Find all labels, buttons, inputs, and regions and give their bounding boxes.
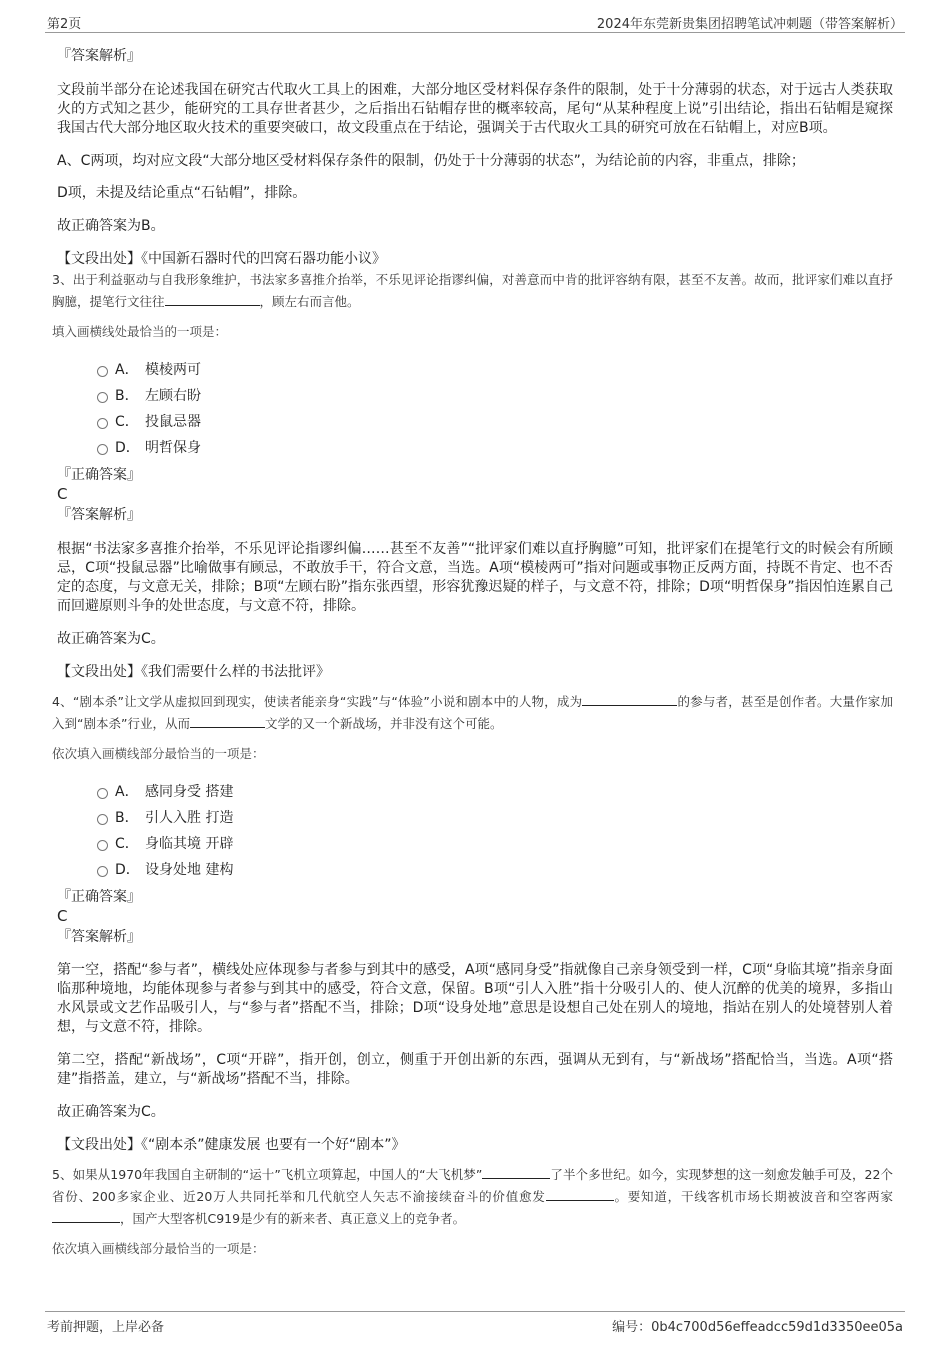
analysis-paragraph: 第一空，搭配“参与者”，横线处应体现参与者参与到其中的感受，A项“感同身受”指就像自己亲身领受到一样，C项“身临其境”指亲身面临那种境地，均能体现参与者参与到其中的感受，符合文意，保留。B项“引人入胜”指十分吸引人的、使人沉醉的优美的境界，多指山水风景或文艺作品吸引人，与“参与者”搭配不当，排除；D项“设身处地”意思是设想自己处在别人的境地，指站在别人的处境替别人着想，与文意不符，排除。	[57, 962, 893, 1035]
question-5-stem: 5、如果从1970年我国自主研制的“运十”飞机立项算起，中国人的“大飞机梦” 了半个多世纪。如今，实现梦想的这一刻愈发触手可及，22个省份、200多家企业、近20万人共同托举和几代航空人矢志不渝接续奋斗的价值愈发 。要知道，干线客机市场长期被波音和空客两家，国产大型客机C919是少有的新来者、真正意义上的竞争者。	[52, 1164, 893, 1230]
fill-blank	[165, 291, 260, 306]
correct-answer: C	[57, 907, 68, 925]
radio-button-icon[interactable]	[97, 418, 108, 429]
page-content	[52, 46, 893, 1258]
option-b[interactable]: B． 左顾右盼	[97, 383, 893, 409]
page-number: 第2页	[47, 17, 82, 32]
analysis-label: 『答案解析』	[57, 507, 141, 523]
fill-blank	[546, 1186, 614, 1201]
source-citation: 【文段出处】《中国新石器时代的凹窝石器功能小议》	[57, 251, 386, 267]
analysis-paragraph: 根据“书法家多喜推介抬举，不乐见评论指谬纠偏……甚至不友善”“批评家们难以直抒胸臆”可知，批评家们在提笔行文的时候会有所顾忌，C项“投鼠忌器”比喻做事有顾忌，不敢放手干，符合文意，当选。A项“模棱两可”指对问题或事物正反两方面，持既不肯定、也不否定的态度，与文意无关，排除；B项“左顾右盼”指东张西望，形容犹豫迟疑的样子，与文意不符，排除；D项“明哲保身”指因怕连累自己而回避原则斗争的处世态度，与文意不符，排除。	[57, 541, 893, 614]
source-citation: 【文段出处】《我们需要什么样的书法批评》	[57, 664, 330, 680]
page-footer	[45, 1311, 905, 1336]
analysis-label: 『答案解析』	[57, 48, 141, 64]
question-instruction: 依次填入画横线部分最恰当的一项是：	[52, 746, 265, 761]
conclusion: 故正确答案为C。	[57, 1104, 165, 1120]
options-list	[97, 357, 893, 461]
radio-button-icon[interactable]	[97, 840, 108, 851]
document-id: 编号：0b4c700d56effeadcc59d1d3350ee05a	[612, 1320, 903, 1335]
fill-blank	[190, 713, 265, 728]
source-citation: 【文段出处】《“剧本杀”健康发展 也要有一个好“剧本”》	[57, 1137, 406, 1153]
option-c[interactable]: C． 身临其境 开辟	[97, 831, 893, 857]
question-4-stem: 4、“剧本杀”让文学从虚拟回到现实，使读者能亲身“实践”与“体验”小说和剧本中的人物，成为 的参与者，甚至是创作者。大量作家加入到“剧本杀”行业，从而 文学的又一个新战场，并非没有这个可能。	[52, 691, 893, 735]
analysis-paragraph: 文段前半部分在论述我国在研究古代取火工具上的困难，大部分地区受材料保存条件的限制，处于十分薄弱的状态，对于远古人类获取火的方式知之甚少，能研究的工具存世者甚少，之后指出石钻帽存世的概率较高，尾句“从某种程度上说”引出结论，指出石钻帽是窥探我国古代大部分地区取火技术的重要突破口，故文段重点在于结论，强调关于古代取火工具的研究可放在石钻帽上，对应B项。	[57, 82, 893, 136]
option-a[interactable]: A． 感同身受 搭建	[97, 779, 893, 805]
radio-button-icon[interactable]	[97, 788, 108, 799]
option-d[interactable]: D． 明哲保身	[97, 435, 893, 461]
conclusion: 故正确答案为C。	[57, 631, 165, 647]
analysis-label: 『答案解析』	[57, 929, 141, 945]
fill-blank	[482, 1164, 550, 1179]
correct-answer-label: 『正确答案』	[57, 889, 141, 905]
page-header	[45, 10, 905, 33]
fill-blank	[582, 691, 677, 706]
footer-slogan: 考前押题，上岸必备	[47, 1320, 165, 1335]
correct-answer-label: 『正确答案』	[57, 467, 141, 483]
options-list	[97, 779, 893, 883]
radio-button-icon[interactable]	[97, 814, 108, 825]
option-c[interactable]: C． 投鼠忌器	[97, 409, 893, 435]
analysis-paragraph: D项，未提及结论重点“石钻帽”，排除。	[57, 185, 307, 201]
radio-button-icon[interactable]	[97, 392, 108, 403]
option-a[interactable]: A． 模棱两可	[97, 357, 893, 383]
fill-blank	[52, 1208, 120, 1223]
option-b[interactable]: B． 引人入胜 打造	[97, 805, 893, 831]
radio-button-icon[interactable]	[97, 866, 108, 877]
question-instruction: 依次填入画横线部分最恰当的一项是：	[52, 1241, 265, 1256]
conclusion: 故正确答案为B。	[57, 218, 165, 234]
question-instruction: 填入画横线处最恰当的一项是：	[52, 324, 228, 339]
radio-button-icon[interactable]	[97, 366, 108, 377]
correct-answer: C	[57, 485, 68, 503]
analysis-paragraph: A、C两项，均对应文段“大部分地区受材料保存条件的限制，仍处于十分薄弱的状态”，为结论前的内容，非重点，排除；	[57, 153, 805, 169]
question-3-stem: 3、出于利益驱动与自我形象维护，书法家多喜推介抬举，不乐见评论指谬纠偏，对善意而中肯的批评容纳有限，甚至不友善。故而，批评家们难以直抒胸臆，提笔行文往往 ，顾左右而言他。	[52, 272, 893, 309]
analysis-paragraph: 第二空，搭配“新战场”，C项“开辟”，指开创，创立，侧重于开创出新的东西，强调从无到有，与“新战场”搭配恰当，当选。A项“搭建”指搭盖，建立，与“新战场”搭配不当，排除。	[57, 1052, 893, 1087]
document-title: 2024年东莞新贵集团招聘笔试冲刺题（带答案解析）	[596, 17, 903, 32]
option-d[interactable]: D． 设身处地 建构	[97, 857, 893, 883]
radio-button-icon[interactable]	[97, 444, 108, 455]
